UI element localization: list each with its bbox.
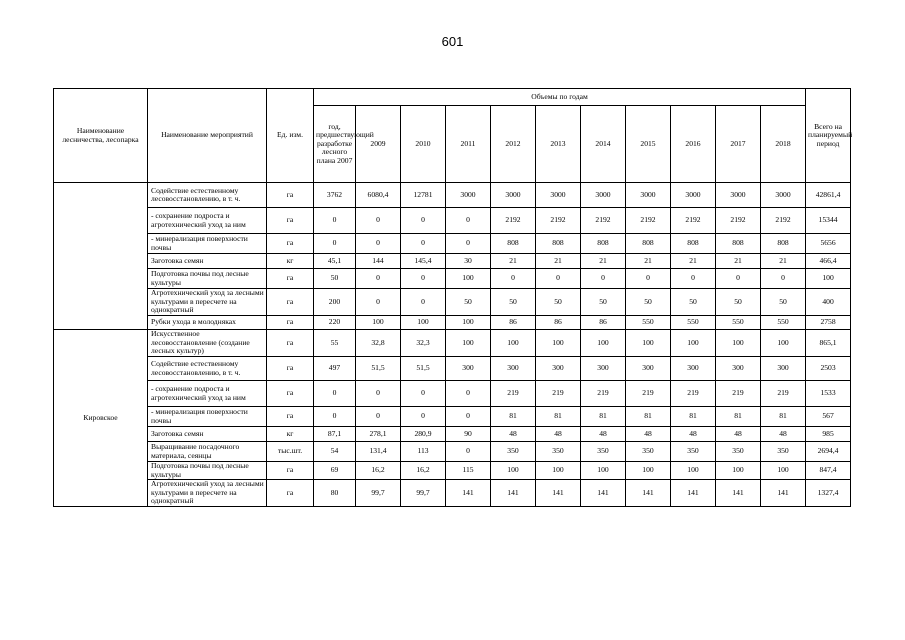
value-cell: 144 — [356, 254, 401, 269]
page-number: 601 — [441, 34, 464, 49]
activity-name: Подготовка почвы под лесные культуры — [148, 269, 267, 289]
header-year: 2013 — [536, 106, 581, 183]
table-row — [54, 407, 851, 427]
value-cell: 550 — [761, 316, 806, 330]
header-year: 2009 — [356, 106, 401, 183]
value-cell: 45,1 — [314, 254, 356, 269]
activity-name: - сохранение подроста и агротехнический уход за ним — [148, 208, 267, 234]
unit-cell: кг — [267, 427, 314, 442]
value-cell: 100 — [581, 462, 626, 480]
value-cell: 0 — [446, 407, 491, 427]
value-cell: 100 — [581, 330, 626, 357]
total-cell: 466,4 — [806, 254, 851, 269]
value-cell: 220 — [314, 316, 356, 330]
value-cell: 50 — [761, 289, 806, 316]
value-cell: 100 — [626, 462, 671, 480]
value-cell: 0 — [761, 269, 806, 289]
activity-name: Агротехнический уход за лесными культурами в пересчете на однократный — [148, 289, 267, 316]
value-cell: 550 — [671, 316, 716, 330]
value-cell: 0 — [401, 381, 446, 407]
value-cell: 219 — [716, 381, 761, 407]
value-cell: 300 — [491, 357, 536, 381]
value-cell: 0 — [356, 269, 401, 289]
header-year: 2010 — [401, 106, 446, 183]
value-cell: 100 — [716, 330, 761, 357]
value-cell: 86 — [581, 316, 626, 330]
value-cell: 48 — [491, 427, 536, 442]
table-row — [54, 427, 851, 442]
table-row — [54, 381, 851, 407]
activity-name: Заготовка семян — [148, 254, 267, 269]
total-cell: 100 — [806, 269, 851, 289]
value-cell: 145,4 — [401, 254, 446, 269]
value-cell: 2192 — [581, 208, 626, 234]
value-cell: 0 — [581, 269, 626, 289]
header-year: 2011 — [446, 106, 491, 183]
value-cell: 0 — [314, 208, 356, 234]
value-cell: 21 — [671, 254, 716, 269]
value-cell: 48 — [626, 427, 671, 442]
value-cell: 808 — [536, 234, 581, 254]
value-cell: 80 — [314, 480, 356, 507]
value-cell: 808 — [491, 234, 536, 254]
value-cell: 54 — [314, 442, 356, 462]
value-cell: 141 — [626, 480, 671, 507]
value-cell: 50 — [581, 289, 626, 316]
value-cell: 2192 — [716, 208, 761, 234]
value-cell: 2192 — [536, 208, 581, 234]
total-cell: 2503 — [806, 357, 851, 381]
value-cell: 300 — [536, 357, 581, 381]
value-cell: 219 — [491, 381, 536, 407]
value-cell: 51,5 — [356, 357, 401, 381]
unit-cell: га — [267, 480, 314, 507]
value-cell: 69 — [314, 462, 356, 480]
unit-cell: га — [267, 407, 314, 427]
value-cell: 48 — [581, 427, 626, 442]
value-cell: 0 — [356, 208, 401, 234]
value-cell: 3000 — [716, 183, 761, 208]
value-cell: 141 — [446, 480, 491, 507]
value-cell: 21 — [626, 254, 671, 269]
value-cell: 100 — [401, 316, 446, 330]
value-cell: 81 — [671, 407, 716, 427]
value-cell: 48 — [716, 427, 761, 442]
value-cell: 100 — [671, 462, 716, 480]
header-year: 2012 — [491, 106, 536, 183]
value-cell: 219 — [671, 381, 716, 407]
value-cell: 0 — [401, 208, 446, 234]
value-cell: 50 — [446, 289, 491, 316]
value-cell: 100 — [671, 330, 716, 357]
value-cell: 300 — [761, 357, 806, 381]
value-cell: 100 — [716, 462, 761, 480]
value-cell: 6080,4 — [356, 183, 401, 208]
value-cell: 32,3 — [401, 330, 446, 357]
header-unit: Ед. изм. — [267, 89, 314, 183]
table-row — [54, 208, 851, 234]
value-cell: 99,7 — [356, 480, 401, 507]
value-cell: 21 — [581, 254, 626, 269]
value-cell: 100 — [446, 269, 491, 289]
value-cell: 808 — [581, 234, 626, 254]
value-cell: 550 — [626, 316, 671, 330]
value-cell: 0 — [716, 269, 761, 289]
activity-name: - сохранение подроста и агротехнический уход за ним — [148, 381, 267, 407]
total-cell: 865,1 — [806, 330, 851, 357]
value-cell: 86 — [536, 316, 581, 330]
value-cell: 550 — [716, 316, 761, 330]
value-cell: 141 — [536, 480, 581, 507]
value-cell: 219 — [536, 381, 581, 407]
header-total: Всего на планируемый период — [806, 89, 851, 183]
value-cell: 3000 — [761, 183, 806, 208]
value-cell: 3000 — [671, 183, 716, 208]
value-cell: 3000 — [491, 183, 536, 208]
activity-name: Искусственное лесовосстановление (создание лесных культур) — [148, 330, 267, 357]
value-cell: 21 — [536, 254, 581, 269]
value-cell: 81 — [626, 407, 671, 427]
value-cell: 81 — [536, 407, 581, 427]
value-cell: 219 — [761, 381, 806, 407]
value-cell: 0 — [314, 234, 356, 254]
total-cell: 15344 — [806, 208, 851, 234]
value-cell: 350 — [581, 442, 626, 462]
value-cell: 12781 — [401, 183, 446, 208]
activity-name: Выращивание посадочного материала, сеянцы — [148, 442, 267, 462]
header-year: 2014 — [581, 106, 626, 183]
value-cell: 808 — [671, 234, 716, 254]
header-year: 2016 — [671, 106, 716, 183]
value-cell: 86 — [491, 316, 536, 330]
header-year: 2017 — [716, 106, 761, 183]
value-cell: 278,1 — [356, 427, 401, 442]
value-cell: 55 — [314, 330, 356, 357]
total-cell: 847,4 — [806, 462, 851, 480]
value-cell: 0 — [671, 269, 716, 289]
value-cell: 300 — [716, 357, 761, 381]
value-cell: 50 — [536, 289, 581, 316]
value-cell: 3000 — [581, 183, 626, 208]
value-cell: 808 — [761, 234, 806, 254]
total-cell: 1327,4 — [806, 480, 851, 507]
forest-plan-table — [53, 88, 851, 507]
total-cell: 567 — [806, 407, 851, 427]
value-cell: 51,5 — [401, 357, 446, 381]
header-year: 2015 — [626, 106, 671, 183]
value-cell: 48 — [671, 427, 716, 442]
value-cell: 141 — [581, 480, 626, 507]
value-cell: 2192 — [761, 208, 806, 234]
value-cell: 219 — [626, 381, 671, 407]
value-cell: 0 — [446, 442, 491, 462]
value-cell: 350 — [491, 442, 536, 462]
unit-cell: тыс.шт. — [267, 442, 314, 462]
value-cell: 350 — [626, 442, 671, 462]
value-cell: 87,1 — [314, 427, 356, 442]
value-cell: 21 — [761, 254, 806, 269]
value-cell: 2192 — [626, 208, 671, 234]
value-cell: 300 — [581, 357, 626, 381]
unit-cell: га — [267, 269, 314, 289]
value-cell: 50 — [716, 289, 761, 316]
header-prev-year: год, предшествующий разработке лесного плана 2007 — [314, 106, 356, 183]
table-row — [54, 480, 851, 507]
value-cell: 300 — [626, 357, 671, 381]
unit-cell: га — [267, 462, 314, 480]
value-cell: 200 — [314, 289, 356, 316]
value-cell: 50 — [626, 289, 671, 316]
value-cell: 0 — [401, 234, 446, 254]
unit-cell: га — [267, 183, 314, 208]
value-cell: 81 — [491, 407, 536, 427]
value-cell: 0 — [356, 289, 401, 316]
unit-cell: га — [267, 234, 314, 254]
total-cell: 400 — [806, 289, 851, 316]
value-cell: 808 — [626, 234, 671, 254]
header-year: 2018 — [761, 106, 806, 183]
value-cell: 100 — [536, 462, 581, 480]
value-cell: 3000 — [536, 183, 581, 208]
value-cell: 350 — [536, 442, 581, 462]
value-cell: 808 — [716, 234, 761, 254]
unit-cell: га — [267, 330, 314, 357]
value-cell: 81 — [716, 407, 761, 427]
value-cell: 0 — [446, 381, 491, 407]
value-cell: 32,8 — [356, 330, 401, 357]
total-cell: 2758 — [806, 316, 851, 330]
value-cell: 100 — [491, 462, 536, 480]
value-cell: 0 — [446, 234, 491, 254]
total-cell: 42861,4 — [806, 183, 851, 208]
value-cell: 141 — [716, 480, 761, 507]
value-cell: 350 — [761, 442, 806, 462]
header-forestry: Наименование лесничества, лесопарка — [54, 89, 148, 183]
value-cell: 2192 — [671, 208, 716, 234]
value-cell: 141 — [491, 480, 536, 507]
total-cell: 1533 — [806, 381, 851, 407]
value-cell: 141 — [761, 480, 806, 507]
activity-name: Содействие естественному лесовосстановлению, в т. ч. — [148, 183, 267, 208]
value-cell: 30 — [446, 254, 491, 269]
activity-name: Подготовка почвы под лесные культуры — [148, 462, 267, 480]
value-cell: 0 — [356, 407, 401, 427]
table-body — [54, 183, 851, 507]
value-cell: 99,7 — [401, 480, 446, 507]
table-row — [54, 357, 851, 381]
table-header — [54, 89, 851, 183]
value-cell: 141 — [671, 480, 716, 507]
value-cell: 0 — [401, 407, 446, 427]
value-cell: 100 — [761, 330, 806, 357]
activity-name: Агротехнический уход за лесными культурами в пересчете на однократный — [148, 480, 267, 507]
value-cell: 100 — [536, 330, 581, 357]
table-row — [54, 269, 851, 289]
total-cell: 2694,4 — [806, 442, 851, 462]
value-cell: 21 — [716, 254, 761, 269]
activity-name: Содействие естественному лесовосстановлению, в т. ч. — [148, 357, 267, 381]
total-cell: 985 — [806, 427, 851, 442]
value-cell: 113 — [401, 442, 446, 462]
table-row — [54, 442, 851, 462]
value-cell: 50 — [671, 289, 716, 316]
value-cell: 300 — [446, 357, 491, 381]
value-cell: 300 — [671, 357, 716, 381]
value-cell: 16,2 — [356, 462, 401, 480]
value-cell: 100 — [626, 330, 671, 357]
value-cell: 48 — [761, 427, 806, 442]
value-cell: 350 — [716, 442, 761, 462]
unit-cell: кг — [267, 254, 314, 269]
value-cell: 131,4 — [356, 442, 401, 462]
value-cell: 0 — [314, 407, 356, 427]
value-cell: 0 — [446, 208, 491, 234]
value-cell: 280,9 — [401, 427, 446, 442]
value-cell: 100 — [356, 316, 401, 330]
table-row — [54, 183, 851, 208]
table-row — [54, 254, 851, 269]
value-cell: 3762 — [314, 183, 356, 208]
value-cell: 50 — [314, 269, 356, 289]
activity-name: - минерализация поверхности почвы — [148, 407, 267, 427]
value-cell: 100 — [446, 330, 491, 357]
value-cell: 3000 — [626, 183, 671, 208]
value-cell: 219 — [581, 381, 626, 407]
table-row — [54, 289, 851, 316]
total-cell: 5656 — [806, 234, 851, 254]
value-cell: 21 — [491, 254, 536, 269]
forestry-name — [54, 183, 148, 330]
value-cell: 0 — [314, 381, 356, 407]
value-cell: 50 — [491, 289, 536, 316]
value-cell: 0 — [356, 381, 401, 407]
value-cell: 115 — [446, 462, 491, 480]
value-cell: 81 — [581, 407, 626, 427]
forestry-name: Кировское — [54, 330, 148, 507]
unit-cell: га — [267, 357, 314, 381]
unit-cell: га — [267, 381, 314, 407]
activity-name: Заготовка семян — [148, 427, 267, 442]
value-cell: 48 — [536, 427, 581, 442]
activity-name: Рубки ухода в молодняках — [148, 316, 267, 330]
value-cell: 0 — [626, 269, 671, 289]
unit-cell: га — [267, 208, 314, 234]
unit-cell: га — [267, 316, 314, 330]
table-row — [54, 462, 851, 480]
value-cell: 100 — [761, 462, 806, 480]
unit-cell: га — [267, 289, 314, 316]
activity-name: - минерализация поверхности почвы — [148, 234, 267, 254]
value-cell: 2192 — [491, 208, 536, 234]
value-cell: 350 — [671, 442, 716, 462]
value-cell: 100 — [446, 316, 491, 330]
table-row — [54, 234, 851, 254]
table-row — [54, 316, 851, 330]
value-cell: 0 — [356, 234, 401, 254]
value-cell: 100 — [491, 330, 536, 357]
header-activity: Наименование мероприятий — [148, 89, 267, 183]
header-volumes: Объемы по годам — [314, 89, 806, 106]
value-cell: 0 — [401, 289, 446, 316]
value-cell: 0 — [536, 269, 581, 289]
value-cell: 81 — [761, 407, 806, 427]
value-cell: 0 — [491, 269, 536, 289]
value-cell: 90 — [446, 427, 491, 442]
value-cell: 16,2 — [401, 462, 446, 480]
value-cell: 0 — [401, 269, 446, 289]
table-row — [54, 330, 851, 357]
value-cell: 3000 — [446, 183, 491, 208]
value-cell: 497 — [314, 357, 356, 381]
